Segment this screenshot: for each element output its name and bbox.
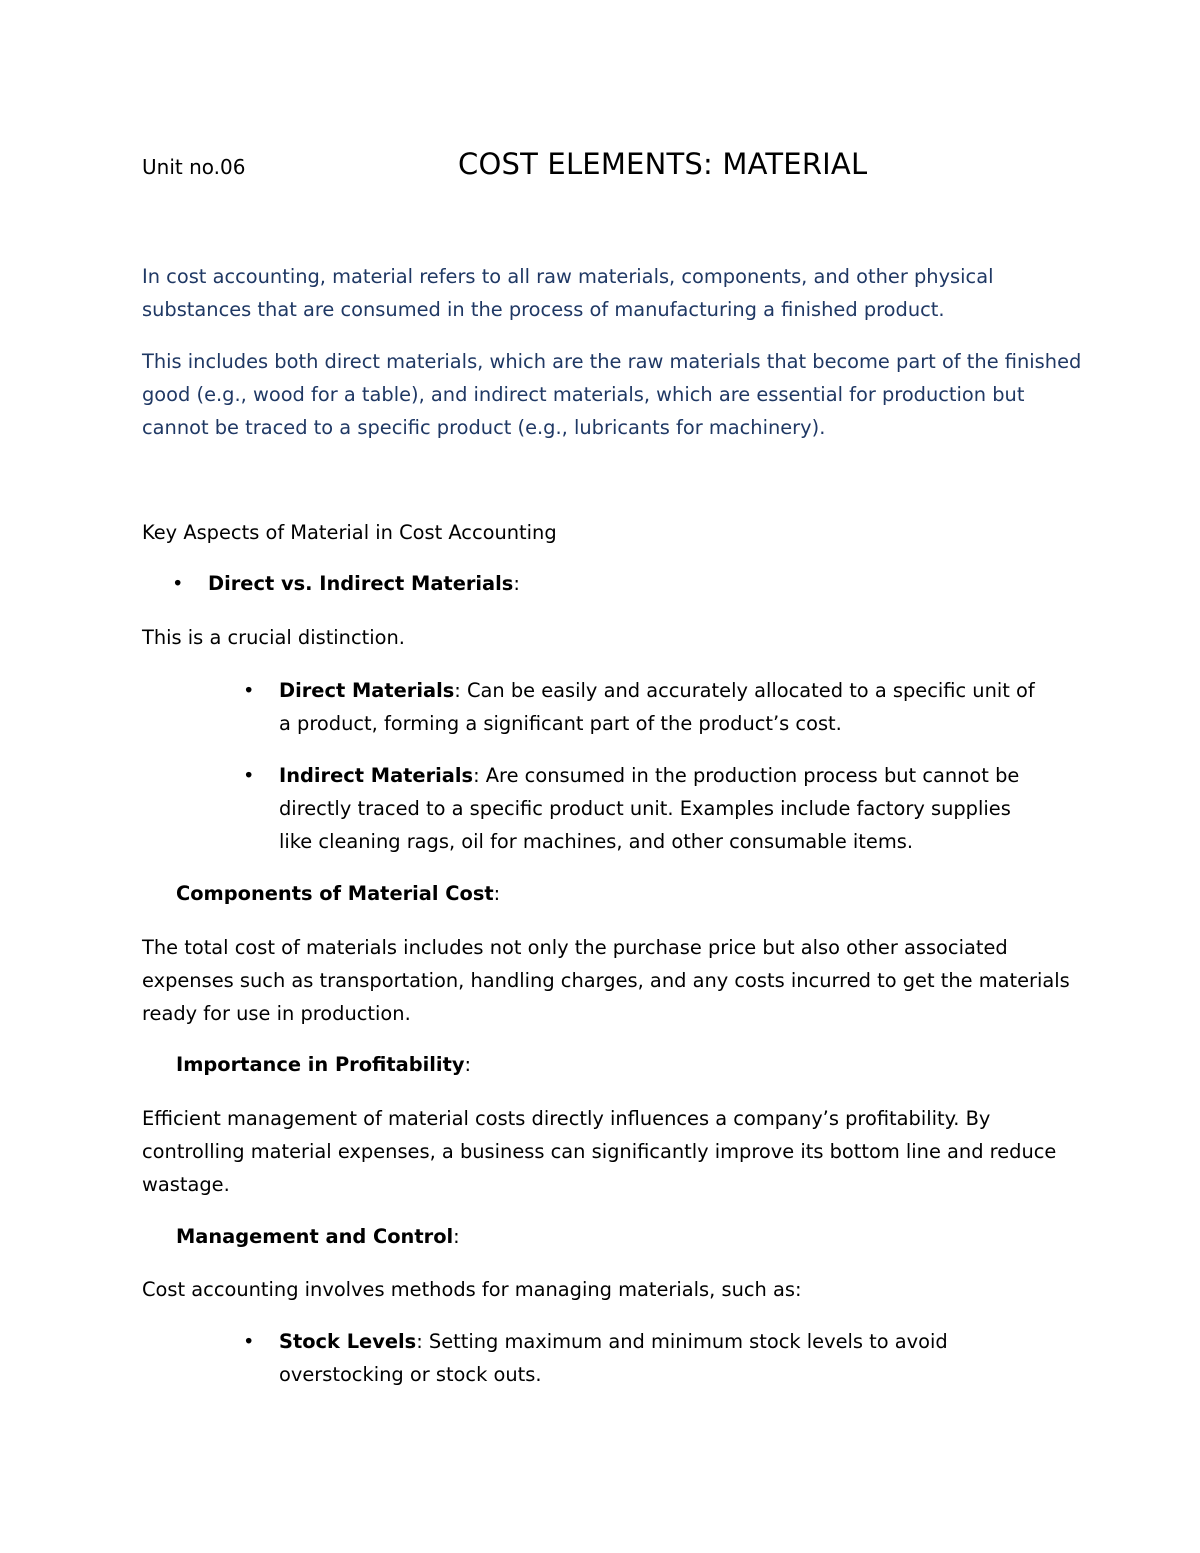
importance-heading (176, 1048, 471, 1081)
indirect-materials-label: Indirect Materials (279, 764, 474, 787)
key-aspects-heading: Key Aspects of Material in Cost Accounting (142, 521, 557, 544)
bullet-marker: • (243, 764, 255, 787)
indirect-materials-text: : Are consumed in the production process but cannot be directly traced to a specific product unit. Examples include factory supplies like cleaning rags, oil for machines, and other consumable items. (279, 764, 1020, 853)
bullet-marker: • (243, 679, 255, 702)
management-heading (176, 1220, 460, 1253)
direct-materials-label: Direct Materials (279, 679, 455, 702)
importance-colon: : (464, 1053, 472, 1076)
bullet-stock-levels (243, 1325, 1063, 1391)
direct-vs-indirect-colon: : (513, 572, 520, 595)
stock-levels-text: : Setting maximum and minimum stock levels to avoid overstocking or stock outs. (279, 1330, 948, 1386)
unit-number: Unit no.06 (142, 155, 246, 179)
bullet-indirect-materials (243, 759, 1043, 858)
management-label: Management and Control (176, 1225, 454, 1248)
bullet-marker: • (172, 572, 184, 595)
importance-paragraph: Efficient management of material costs directly influences a company’s profitability. By controlling material expenses, a business can significantly improve its bottom line and reduce wastage. (142, 1107, 1057, 1196)
page-title: COST ELEMENTS: MATERIAL (458, 147, 868, 181)
importance-label: Importance in Profitability (176, 1053, 465, 1076)
components-label: Components of Material Cost (176, 882, 494, 905)
bullet-direct-materials (243, 674, 1043, 740)
direct-materials-text: : Can be easily and accurately allocated to a specific unit of a product, forming a significant part of the product’s cost. (279, 679, 1035, 735)
components-colon: : (493, 882, 501, 905)
management-paragraph: Cost accounting involves methods for managing materials, such as: (142, 1278, 802, 1301)
direct-vs-indirect-label: Direct vs. Indirect Materials (208, 572, 514, 595)
stock-levels-label: Stock Levels (279, 1330, 417, 1353)
bullet-marker: • (243, 1330, 255, 1353)
distinction-paragraph: This is a crucial distinction. (142, 626, 405, 649)
intro-paragraph-2: This includes both direct materials, which are the raw materials that become part of the finished good (e.g., wood for a table), and indirect materials, which are essential for production but cannot be traced to a specific product (e.g., lubricants for machinery). (142, 350, 1082, 439)
components-heading (176, 877, 500, 910)
components-paragraph: The total cost of materials includes not only the purchase price but also other associated expenses such as transportation, handling charges, and any costs incurred to get the materials ready for use in production. (142, 936, 1070, 1025)
bullet-direct-vs-indirect (172, 567, 520, 600)
management-colon: : (453, 1225, 460, 1248)
intro-paragraph-1: In cost accounting, material refers to all raw materials, components, and other physical substances that are consumed in the process of manufacturing a finished product. (142, 265, 994, 321)
